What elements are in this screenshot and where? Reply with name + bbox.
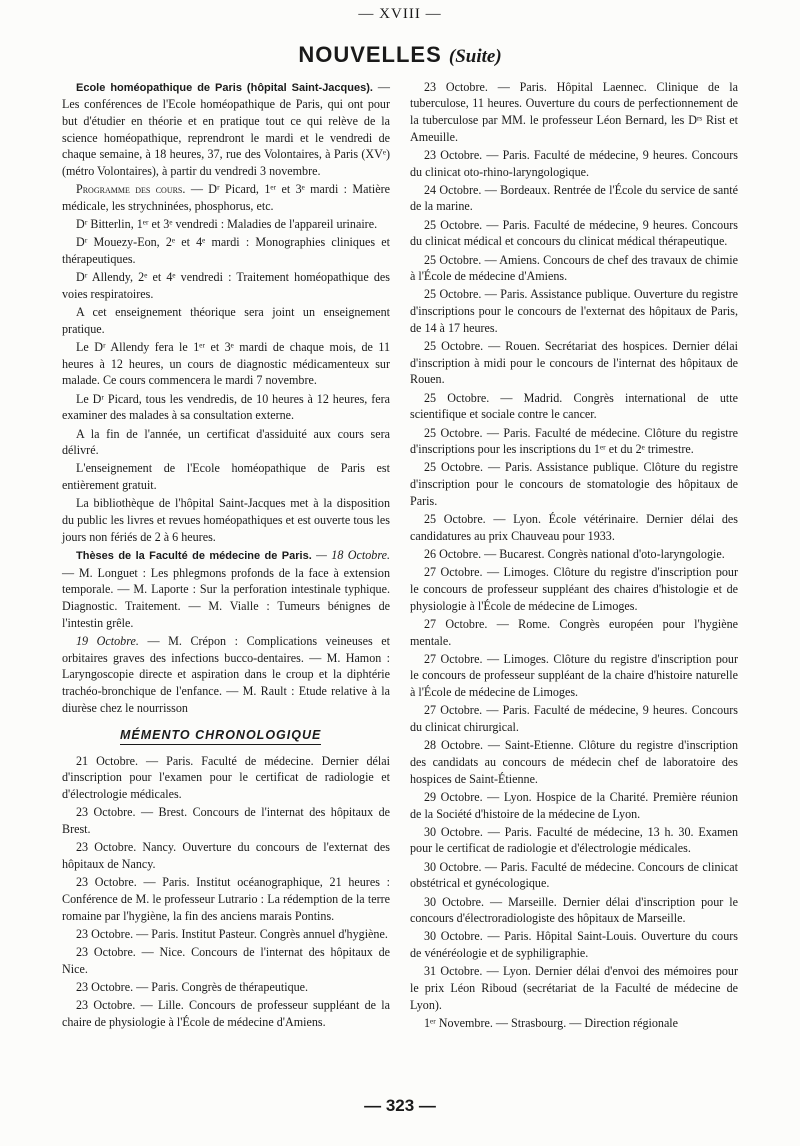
- theses-18-text: — M. Longuet : Les phlegmons profonds de la face à extension temporale. — M. Laporte : Sur la perforation intestinale typhique. Diagnostic. Traitement. — M. Vialle : Tumeurs bénignes de l'intestin grêle.: [62, 565, 390, 630]
- ecole-text: — Les conférences de l'Ecole homéopathique de Paris, qui ont pour but d'étudier en théorie et en pratique tout ce qui relève de la science homéopathique, reprendront le mardi et le vendredi de chaque semaine, à 18 heures, 37, rue des Volontaires, à Paris (XVᵉ) (métro Volontaires), à partir du vendredi 3 novembre.: [62, 79, 391, 179]
- memento-entry: 24 Octobre. — Bordeaux. Rentrée de l'École du service de santé de la marine.: [410, 182, 738, 214]
- memento-entry: 27 Octobre. — Paris. Faculté de médecine, 9 heures. Concours du clinicat chirurgical.: [410, 703, 738, 735]
- memento-entry: 23 Octobre. — Nice. Concours de l'internat des hôpitaux de Nice.: [62, 944, 390, 976]
- memento-entry: 28 Octobre. — Saint-Etienne. Clôture du registre d'inscription des candidats au concours de médecin chef de laboratoire des hospices de Saint-Étienne.: [410, 738, 738, 786]
- memento-entry: 23 Octobre. Nancy. Ouverture du concours de l'externat des hôpitaux de Nancy.: [62, 840, 390, 871]
- memento-entry: 27 Octobre. — Rome. Congrès européen pour l'hygiène mentale.: [410, 616, 738, 648]
- allendy-cours-paragraph: Le Dʳ Allendy fera le 1ᵉʳ et 3ᵉ mardi de chaque mois, de 11 heures à 12 heures, un cours de diagnostic médicamenteux sur malade. Ce cours commencera le mardi 7 novembre.: [62, 340, 390, 388]
- memento-heading: MÉMENTO CHRONOLOGIQUE: [120, 727, 321, 746]
- programme-label: Programme des cours.: [76, 182, 186, 197]
- right-column: [410, 77, 738, 1032]
- memento-entry: 1ᵉʳ Novembre. — Strasbourg. — Direction régionale: [424, 1015, 679, 1030]
- memento-entry: 26 Octobre. — Bucarest. Congrès national d'oto-laryngologie.: [424, 546, 725, 561]
- programme-text: — Dʳ Picard, 1ᵉʳ et 3ᵉ mardi : Matière médicale, les strychninées, phosphorus, etc.: [62, 182, 391, 213]
- memento-entry: 23 Octobre. — Paris. Hôpital Laennec. Clinique de la tuberculose, 11 heures. Ouverture du cours de perfectionnement de la tuberculose par MM. le professeur Léon Bernard, les Dʳˢ Rist et Ameuille.: [410, 79, 738, 144]
- mouezy-paragraph: Dʳ Mouezy-Eon, 2ᵉ et 4ᵉ mardi : Monographies cliniques et thérapeutiques.: [62, 235, 390, 267]
- left-column: [62, 77, 390, 1030]
- programme-paragraph: [62, 181, 390, 214]
- memento-entry: 25 Octobre. — Paris. Faculté de médecine. Clôture du registre d'inscriptions pour les inscriptions du 1ᵉʳ et du 2ᵉ trimestre.: [410, 425, 738, 457]
- theses-19-text: — M. Crépon : Complications veineuses et orbitaires graves des infections bucco-dentaires. — M. Hamon : Laryngoscopie directe et aspiration dans le croup et la diphtérie trachéo-bronchique de l'enfance. — M. Rault : Etude relative à la diurèse chez le nourrisson: [62, 634, 390, 715]
- memento-entry: 25 Octobre. — Lyon. École vétérinaire. Dernier délai des candidatures au prix Chauveau pour 1933.: [410, 512, 738, 543]
- theses-19-date: 19 Octobre.: [76, 634, 139, 648]
- memento-entry: 23 Octobre. — Brest. Concours de l'internat des hôpitaux de Brest.: [62, 805, 390, 837]
- theses-19-paragraph: [62, 633, 390, 717]
- theses-heading: Thèses de la Faculté de médecine de Paris.: [76, 549, 312, 562]
- memento-entry: 23 Octobre. — Paris. Congrès de thérapeutique.: [76, 979, 309, 994]
- allendy-paragraph: Dʳ Allendy, 2ᵉ et 4ᵉ vendredi : Traitement homéopathique des voies respiratoires.: [62, 270, 390, 301]
- memento-entry: 30 Octobre. — Paris. Faculté de médecine, 13 h. 30. Examen pour le certificat de radiologie et d'électrologie médicales.: [410, 824, 738, 856]
- memento-entry: 30 Octobre. — Marseille. Dernier délai d'inscription pour le concours d'électroradiologiste des hôpitaux de Marseille.: [410, 894, 738, 926]
- memento-entry: 27 Octobre. — Limoges. Clôture du registre d'inscription pour le concours de professeur suppléant de la chaire d'histoire naturelle à l'École de médecine de Limoges.: [410, 651, 738, 700]
- picard-cours-paragraph: Le Dʳ Picard, tous les vendredis, de 10 heures à 12 heures, fera examiner des malades à sa consultation externe.: [62, 391, 390, 423]
- memento-entry: 23 Octobre. — Paris. Institut océanographique, 21 heures : Conférence de M. le professeur Lutrario : La rédemption de la terre romaine par l'hygiène, la fin des anciens marais Pontins.: [62, 875, 390, 923]
- memento-entry: 27 Octobre. — Limoges. Clôture du registre d'inscription pour le concours de professeur suppléant des chaires d'histologie et de physiologie à l'École de médecine de Limoges.: [410, 565, 738, 613]
- theses-date: — 18 Octobre.: [316, 547, 390, 562]
- theses-paragraph: [62, 547, 390, 632]
- memento-entry: 23 Octobre. — Paris. Institut Pasteur. Congrès annuel d'hygiène.: [76, 926, 388, 941]
- memento-entry: 25 Octobre. — Amiens. Concours de chef des travaux de chimie à l'École de médecine d'Amiens.: [410, 252, 738, 284]
- enseignement-paragraph: A cet enseignement théorique sera joint un enseignement pratique.: [62, 305, 390, 336]
- section-numeral: — XVIII —: [358, 6, 442, 22]
- memento-entry: 30 Octobre. — Paris. Faculté de médecine. Concours de clinicat obstétrical et gynécologique.: [410, 859, 738, 891]
- memento-entry: 23 Octobre. — Lille. Concours de professeur suppléant de la chaire de physiologie à l'École de médecine d'Amiens.: [62, 998, 390, 1029]
- memento-entry: 29 Octobre. — Lyon. Hospice de la Charité. Première réunion de la Société d'histoire de la médecine de Lyon.: [410, 789, 738, 821]
- ecole-paragraph: [62, 79, 390, 180]
- title-suffix: (Suite): [448, 46, 502, 67]
- memento-entry: 25 Octobre. — Madrid. Congrès international de utte scientifique et sociale contre le cancer.: [410, 390, 738, 422]
- certificat-paragraph: A la fin de l'année, un certificat d'assiduité aux cours sera délivré.: [62, 426, 390, 458]
- memento-entry: 31 Octobre. — Lyon. Dernier délai d'envoi des mémoires pour le prix Léon Riboud (secrétariat de la Faculté de médecine de Lyon).: [410, 964, 738, 1012]
- memento-entry: 30 Octobre. — Paris. Hôpital Saint-Louis. Ouverture du cours de vénéréologie et de syphiligraphie.: [410, 929, 738, 961]
- memento-entry: 25 Octobre. — Paris. Faculté de médecine, 9 heures. Concours du clinicat médical et concours du clinicat médical thérapeutique.: [410, 217, 738, 249]
- memento-entry: 21 Octobre. — Paris. Faculté de médecine. Dernier délai d'inscription pour l'examen pour le certificat de radiologie et d'électrologie médicales.: [62, 753, 390, 802]
- bitterlin-paragraph: Dʳ Bitterlin, 1ᵉʳ et 3ᵉ vendredi : Maladies de l'appareil urinaire.: [76, 217, 378, 232]
- memento-entry: 25 Octobre. — Paris. Assistance publique. Ouverture du registre d'inscriptions pour le concours de l'externat des hôpitaux de Paris, de 14 à 17 heures.: [410, 287, 738, 335]
- page-title: [0, 42, 800, 68]
- gratuit-paragraph: L'enseignement de l'Ecole homéopathique de Paris est entièrement gratuit.: [62, 461, 390, 493]
- memento-entry: 23 Octobre. — Paris. Faculté de médecine, 9 heures. Concours du clinicat oto-rhino-laryngologique.: [410, 147, 738, 179]
- ecole-heading: Ecole homéopathique de Paris (hôpital Saint-Jacques).: [76, 81, 373, 94]
- page-number: — 323 —: [364, 1096, 436, 1115]
- title-text: NOUVELLES: [298, 42, 442, 67]
- bibliotheque-paragraph: La bibliothèque de l'hôpital Saint-Jacques met à la disposition du public les livres et revues homéopathiques et est ouverte tous les jours non fériés de 2 à 6 heures.: [62, 496, 390, 544]
- memento-entry: 25 Octobre. — Rouen. Secrétariat des hospices. Dernier délai d'inscription à midi pour le concours de l'internat des hôpitaux de Rouen.: [410, 339, 738, 387]
- memento-entry: 25 Octobre. — Paris. Assistance publique. Clôture du registre d'inscription pour le concours de stomatologie des hôpitaux de Paris.: [410, 460, 738, 508]
